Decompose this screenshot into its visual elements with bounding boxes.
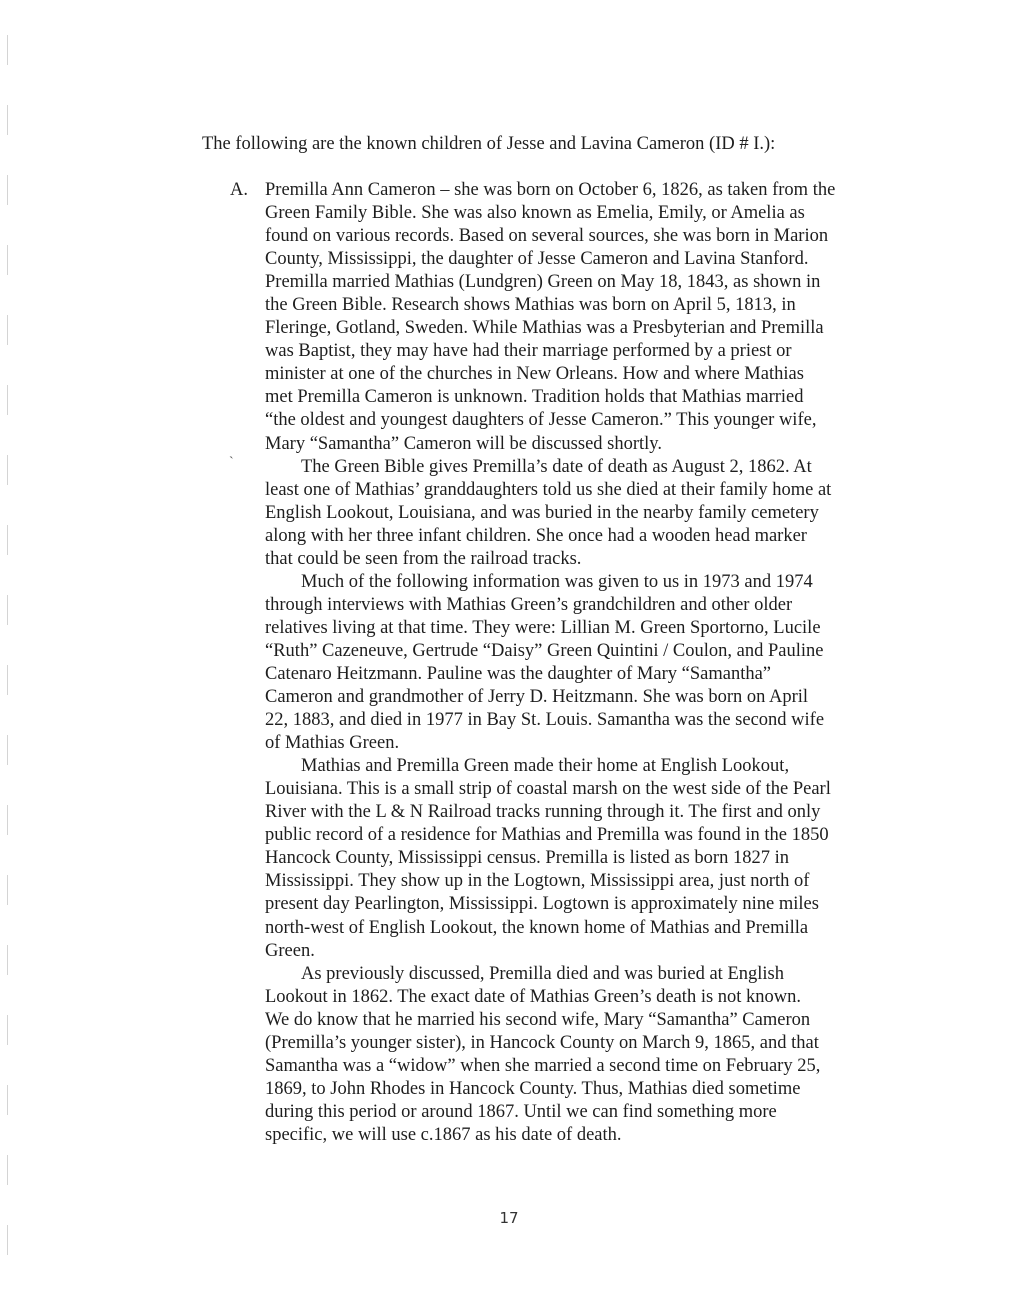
text-line: least one of Mathias’ granddaughters told us she died at their family home at [265, 479, 832, 500]
text-line: that could be seen from the railroad tracks. [265, 548, 582, 569]
edge-mark [7, 875, 8, 905]
text-line: Green Family Bible. She was also known as Emelia, Emily, or Amelia as [265, 203, 805, 224]
paragraph [265, 179, 905, 456]
text-line: Much of the following information was given to us in 1973 and 1974 [301, 571, 813, 592]
text-line: public record of a residence for Mathias and Premilla was found in the 1850 [265, 825, 829, 846]
edge-mark [7, 525, 8, 555]
text-line: “Ruth” Cazeneuve, Gertrude “Daisy” Green Quintini / Coulon, and Pauline [265, 640, 824, 661]
text-line: through interviews with Mathias Green’s grandchildren and other older [265, 594, 793, 615]
text-line: Louisiana. This is a small strip of coastal marsh on the west side of the Pearl [265, 779, 831, 800]
text-line: Catenaro Heitzmann. Pauline was the daughter of Mary “Samantha” [265, 663, 772, 684]
text-line: 1869, to John Rhodes in Hancock County. Thus, Mathias died sometime [265, 1078, 801, 1099]
text-line: The Green Bible gives Premilla’s date of death as August 2, 1862. At [301, 456, 812, 477]
intro-sentence: The following are the known children of Jesse and Lavina Cameron (ID # I.): [202, 134, 776, 154]
edge-mark [7, 1155, 8, 1185]
text-line: Mississippi. They show up in the Logtown, Mississippi area, just north of [265, 871, 810, 892]
stray-scan-mark: ` [229, 455, 234, 470]
text-line: We do know that he married his second wife, Mary “Samantha” Cameron [265, 1009, 811, 1030]
paragraph [265, 571, 905, 755]
text-line: along with her three infant children. She once had a wooden head marker [265, 525, 807, 546]
edge-mark [7, 805, 8, 835]
text-line: relatives living at that time. They were: Lillian M. Green Sportorno, Lucile [265, 617, 821, 638]
text-line: Cameron and grandmother of Jerry D. Heitzmann. She was born on April [265, 687, 809, 708]
edge-mark [7, 945, 8, 975]
edge-mark [7, 595, 8, 625]
paragraph [265, 963, 905, 1147]
text-line: Mary “Samantha” Cameron will be discussed shortly. [265, 433, 662, 454]
text-line: present day Pearlington, Mississippi. Logtown is approximately nine miles [265, 894, 819, 915]
text-line: (Premilla’s younger sister), in Hancock County on March 9, 1865, and that [265, 1032, 819, 1053]
text-line: English Lookout, Louisiana, and was buried in the nearby family cemetery [265, 502, 819, 523]
edge-mark [7, 385, 8, 415]
text-line: Lookout in 1862. The exact date of Mathias Green’s death is not known. [265, 986, 802, 1007]
text-line: As previously discussed, Premilla died and was buried at English [301, 963, 784, 984]
text-line: “the oldest and youngest daughters of Jesse Cameron.” This younger wife, [265, 410, 817, 431]
edge-mark [7, 35, 8, 65]
text-line: River with the L & N Railroad tracks running through it. The first and only [265, 802, 821, 823]
text-line: Mathias and Premilla Green made their home at English Lookout, [301, 756, 790, 777]
page-number: 17 [499, 1209, 519, 1227]
binder-edge-marks [7, 30, 10, 1300]
text-line: met Premilla Cameron is unknown. Tradition holds that Mathias married [265, 387, 804, 408]
edge-mark [7, 1085, 8, 1115]
edge-mark [7, 455, 8, 485]
text-line: Green. [265, 940, 315, 961]
edge-mark [7, 105, 8, 135]
text-line: County, Mississippi, the daughter of Jesse Cameron and Lavina Stanford. [265, 249, 809, 270]
text-line: specific, we will use c.1867 as his date of death. [265, 1124, 622, 1145]
paragraph [265, 456, 905, 571]
paragraph [265, 755, 905, 962]
edge-mark [7, 315, 8, 345]
list-item-body [265, 179, 905, 1147]
text-line: Premilla married Mathias (Lundgren) Green on May 18, 1843, as shown in [265, 272, 821, 293]
text-line: was Baptist, they may have had their marriage performed by a priest or [265, 341, 792, 362]
edge-mark [7, 735, 8, 765]
text-line: 22, 1883, and died in 1977 in Bay St. Louis. Samantha was the second wife [265, 710, 825, 731]
edge-mark [7, 1225, 8, 1255]
text-line: found on various records. Based on several sources, she was born in Marion [265, 226, 829, 247]
text-line: Hancock County, Mississippi census. Premilla is listed as born 1827 in [265, 848, 789, 869]
text-line: Fleringe, Gotland, Sweden. While Mathias was a Presbyterian and Premilla [265, 318, 824, 339]
text-line: Premilla Ann Cameron – she was born on October 6, 1826, as taken from the [265, 180, 836, 200]
edge-mark [7, 245, 8, 275]
text-line: of Mathias Green. [265, 733, 400, 754]
text-line: north-west of English Lookout, the known home of Mathias and Premilla [265, 917, 809, 938]
text-line: minister at one of the churches in New Orleans. How and where Mathias [265, 364, 804, 385]
text-line: the Green Bible. Research shows Mathias was born on April 5, 1813, in [265, 295, 796, 316]
edge-mark [7, 665, 8, 695]
text-line: Samantha was a “widow” when she married a second time on February 25, [265, 1055, 821, 1076]
edge-mark [7, 1015, 8, 1045]
list-item-marker: A. [230, 180, 248, 200]
text-line: during this period or around 1867. Until we can find something more [265, 1101, 777, 1122]
edge-mark [7, 175, 8, 205]
